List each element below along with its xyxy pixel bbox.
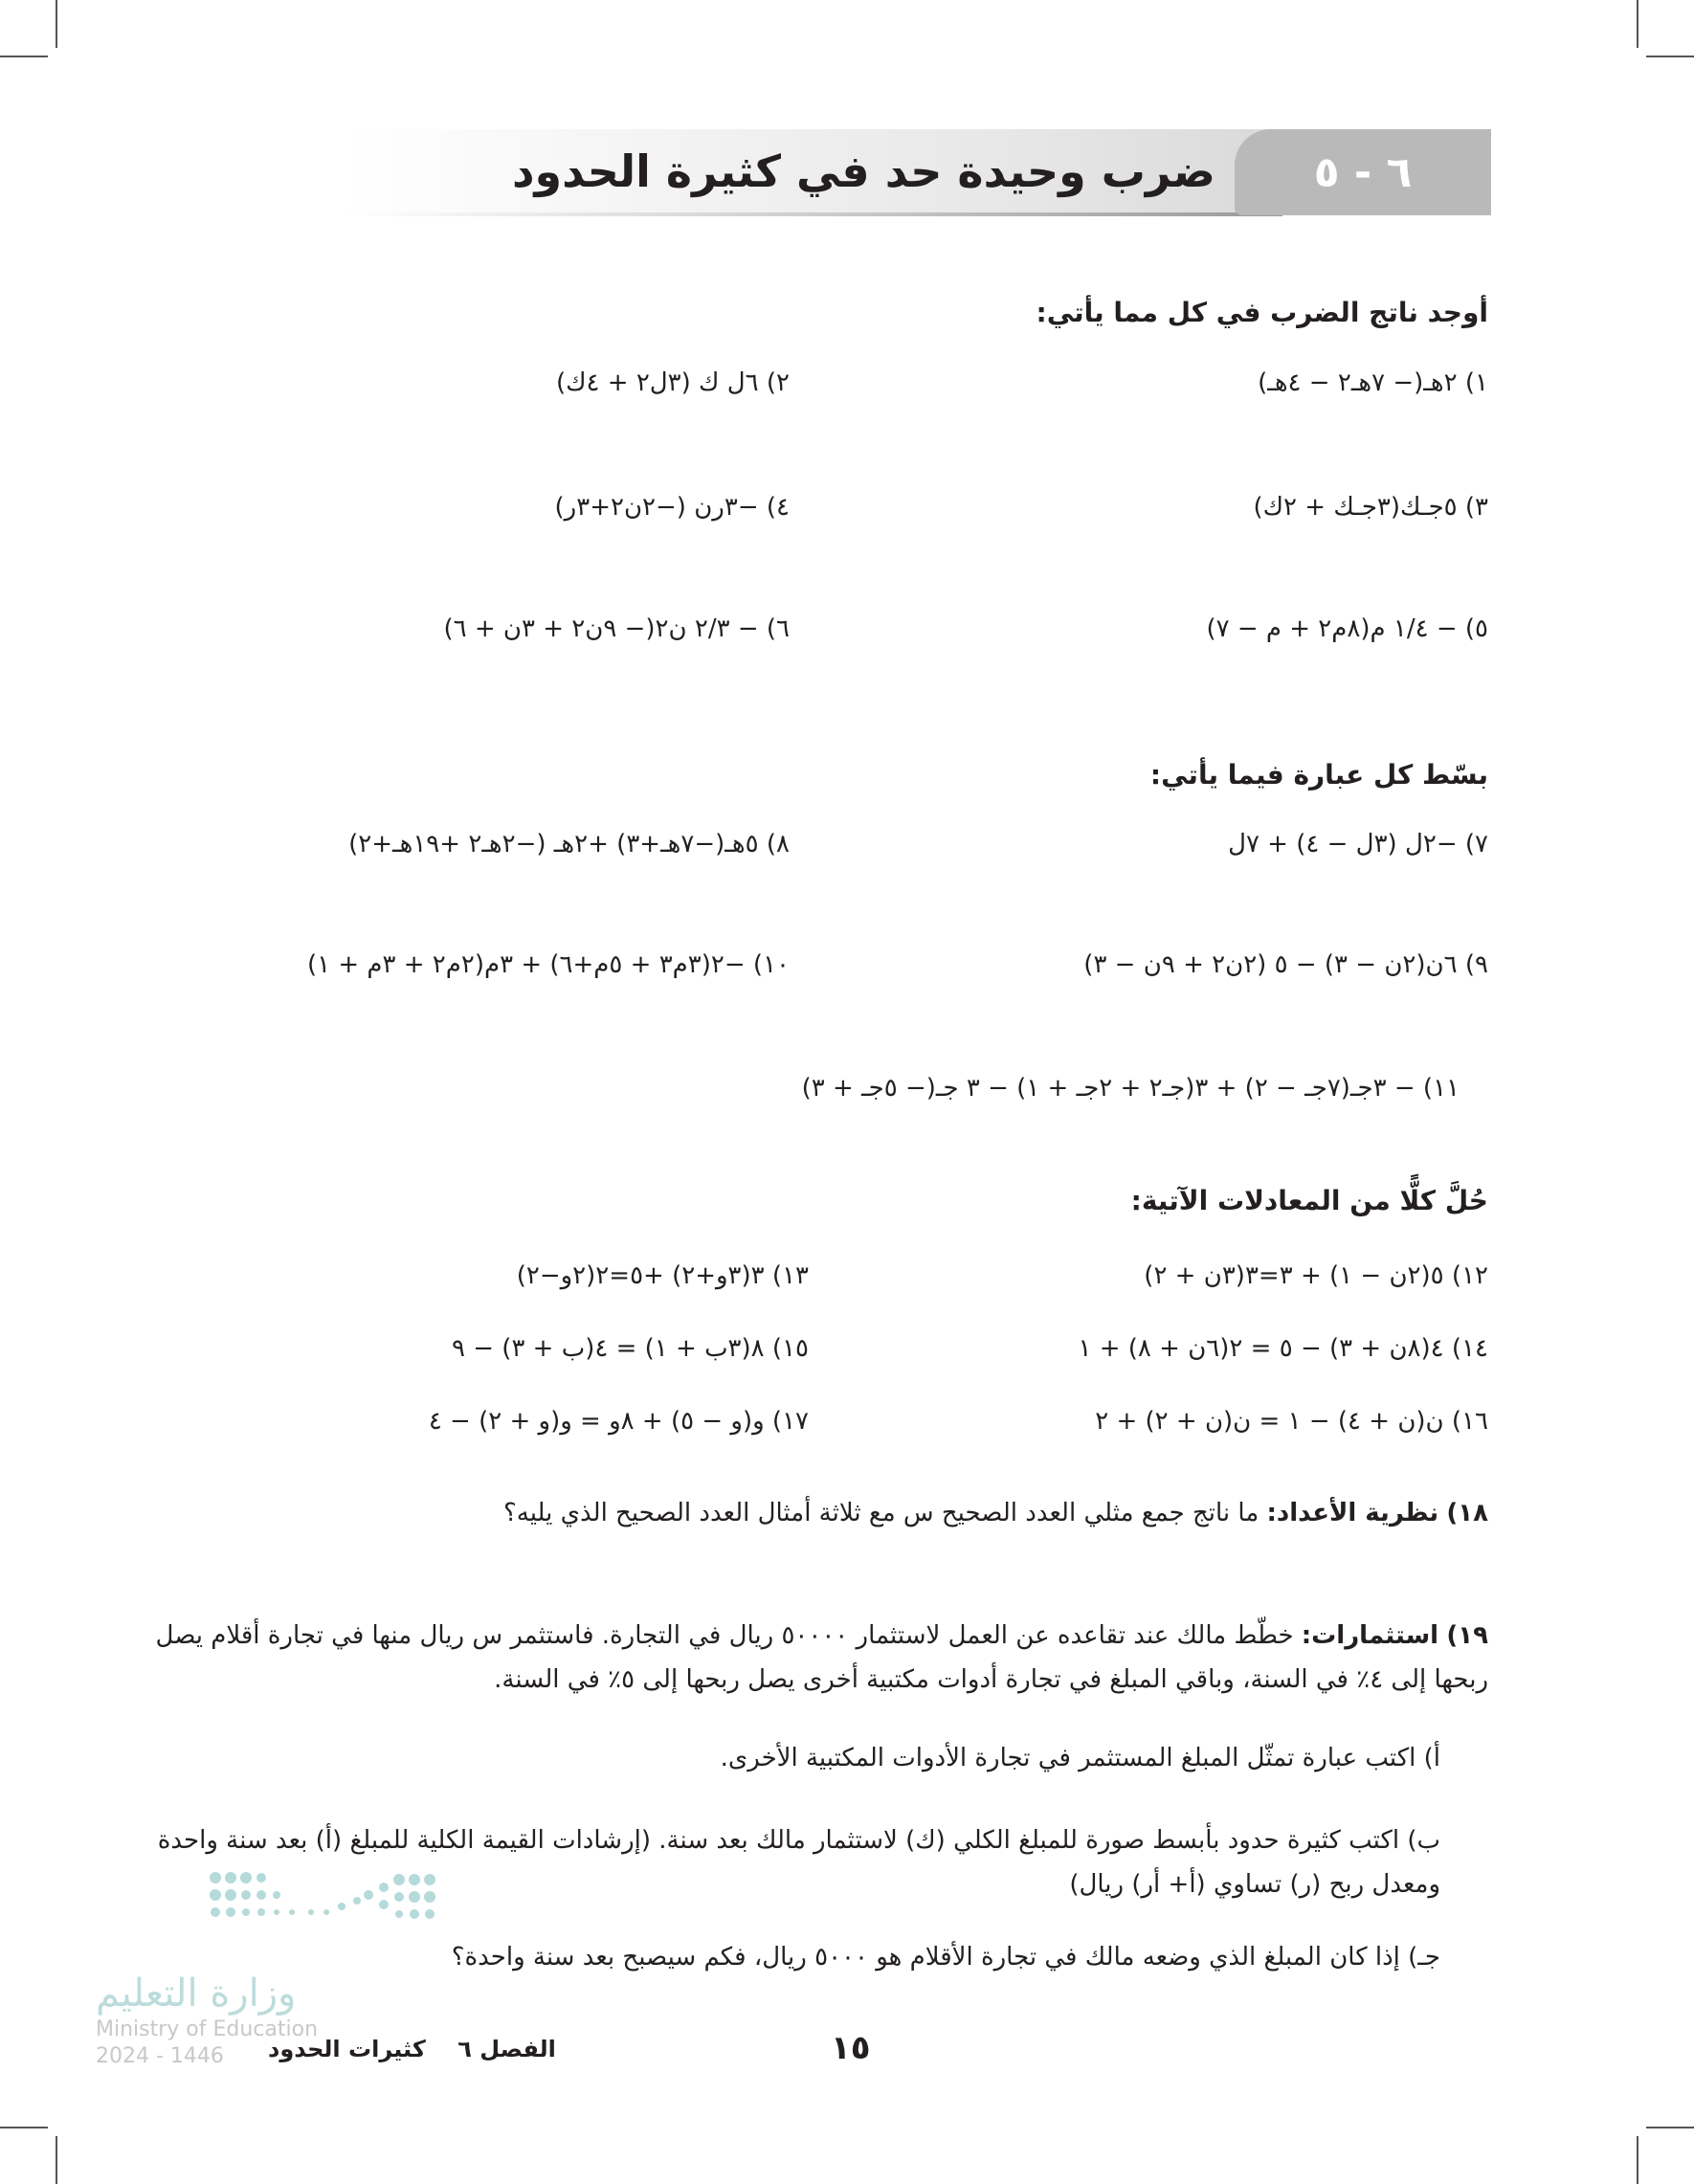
lesson-number-tab [1235, 129, 1491, 215]
watermark-year: 2024 - 1446 [96, 2044, 224, 2068]
crop-mark [56, 2136, 57, 2184]
crop-mark [1646, 2127, 1694, 2128]
crop-mark [0, 2127, 48, 2128]
section1-heading: أوجد ناتج الضرب في كل مما يأتي: [1036, 297, 1488, 328]
footer-chapter-number: الفصل ٦ [457, 2036, 556, 2062]
footer-chapter [268, 2036, 556, 2062]
footer-chapter-title: كثيرات الحدود [268, 2036, 426, 2062]
lesson-number: ٦ - ٥ [1313, 147, 1413, 197]
exercise-17: ١٧) و(و − ٥) + ٨و = و(و + ٢) − ٤ [428, 1407, 809, 1436]
question-19-text: خطّط مالك عند تقاعده عن العمل لاستثمار ٥٠٠٠٠ ريال في التجارة. فاستثمر س ريال منها في تجارة أقلام يصل ربحها إلى ٤٪ في السنة، وباقي المبلغ في تجارة أدوات مكتبية أخرى يصل ربحها إلى ٥٪ في السنة. [155, 1621, 1488, 1694]
question-19-part-a: أ) اكتب عبارة تمثّل المبلغ المستثمر في تجارة الأدوات المكتبية الأخرى. [720, 1744, 1440, 1772]
exercise-12: ١٢) ٥(٢ن − ١) + ٣=٣(٣ن + ٢) [1144, 1261, 1488, 1290]
question-18-text: ما ناتج جمع مثلي العدد الصحيح س مع ثلاثة أمثال العدد الصحيح الذي يليه؟ [502, 1499, 1259, 1527]
question-18 [503, 1499, 1488, 1527]
question-19 [129, 1614, 1488, 1702]
watermark-arabic: وزارة التعليم [96, 1972, 297, 2016]
crop-mark [1637, 2136, 1638, 2184]
section3-heading: حُلَّ كلًّا من المعادلات الآتية: [1130, 1185, 1488, 1216]
crop-mark [56, 0, 57, 48]
header-rule [345, 212, 1282, 216]
exercise-13: ١٣) ٣(٣و+٢) +٥=٢(٢و−٢) [516, 1261, 809, 1290]
exercise-4: ٤) −٣رن (−٢ن٢+٣ر) [554, 493, 790, 522]
exercise-3: ٣) ٥جـك(٣جـك + ٢ك) [1253, 493, 1488, 522]
exercise-11: ١١) − ٣جـ(٧جـ − ٢) + ٣(جـ٢ + ٢جـ + ١) − ٣ جـ(− ٥جـ + ٣) [801, 1074, 1460, 1103]
exercise-8: ٨) ٥هـ(−٧هـ+٣) +٢هـ (−٢هـ٢ +١٩هـ+٢) [348, 830, 790, 858]
exercise-14: ١٤) ٤(٨ن + ٣) − ٥ = ٢(٦ن + ٨) + ١ [1078, 1334, 1488, 1363]
question-19-part-c: جـ) إذا كان المبلغ الذي وضعه مالك في تجارة الأقلام هو ٥٠٠٠ ريال، فكم سيصبح بعد سنة واحدة؟ [451, 1943, 1440, 1972]
lesson-title: ضرب وحيدة حد في كثيرة الحدود [511, 145, 1215, 197]
page-number: ١٥ [831, 2029, 871, 2067]
section2-heading: بسّط كل عبارة فيما يأتي: [1149, 759, 1488, 791]
watermark-english: Ministry of Education [96, 2017, 319, 2041]
exercise-5: ٥) − ١/٤ م(٨م٢ + م − ٧) [1206, 614, 1488, 643]
ministry-logo-dots [206, 1868, 455, 1945]
exercise-1: ١) ٢هـ(− ٧هـ٢ − ٤هـ) [1258, 368, 1488, 397]
exercise-9: ٩) ٦ن(٢ن − ٣) − ٥ (٢ن٢ + ٩ن − ٣) [1083, 950, 1488, 979]
crop-mark [0, 56, 48, 57]
question-18-number: ١٨) [1446, 1499, 1488, 1527]
exercise-7: ٧) −٢ل (٣ل − ٤) + ٧ل [1228, 830, 1488, 858]
exercise-2: ٢) ٦ل ك (٣ل٢ + ٤ك) [555, 368, 790, 397]
question-19-part-b: ب) اكتب كثيرة حدود بأبسط صورة للمبلغ الكلي (ك) لاستثمار مالك بعد سنة. (إرشادات القيمة الكلية للمبلغ (أ) بعد سنة واحدة ومعدل ربح (ر) تساوي (أ+ أر) ريال) [157, 1826, 1440, 1899]
crop-mark [1646, 56, 1694, 57]
question-19-number: ١٩) [1446, 1621, 1488, 1650]
question-19-label: استثمارات: [1301, 1621, 1439, 1650]
question-18-label: نظرية الأعداد: [1266, 1499, 1439, 1527]
exercise-16: ١٦) ن(ن + ٤) − ١ = ن(ن + ٢) + ٢ [1095, 1407, 1488, 1436]
exercise-10: ١٠) −٢(٣م٣ + ٥م+٦) + ٣م(٢م٢ + ٣م + ١) [306, 950, 790, 979]
crop-mark [1637, 0, 1638, 48]
exercise-6: ٦) − ٢/٣ ن٢(− ٩ن٢ + ٣ن + ٦) [443, 614, 790, 643]
exercise-15: ١٥) ٨(٣ب + ١) = ٤(ب + ٣) − ٩ [452, 1334, 809, 1363]
